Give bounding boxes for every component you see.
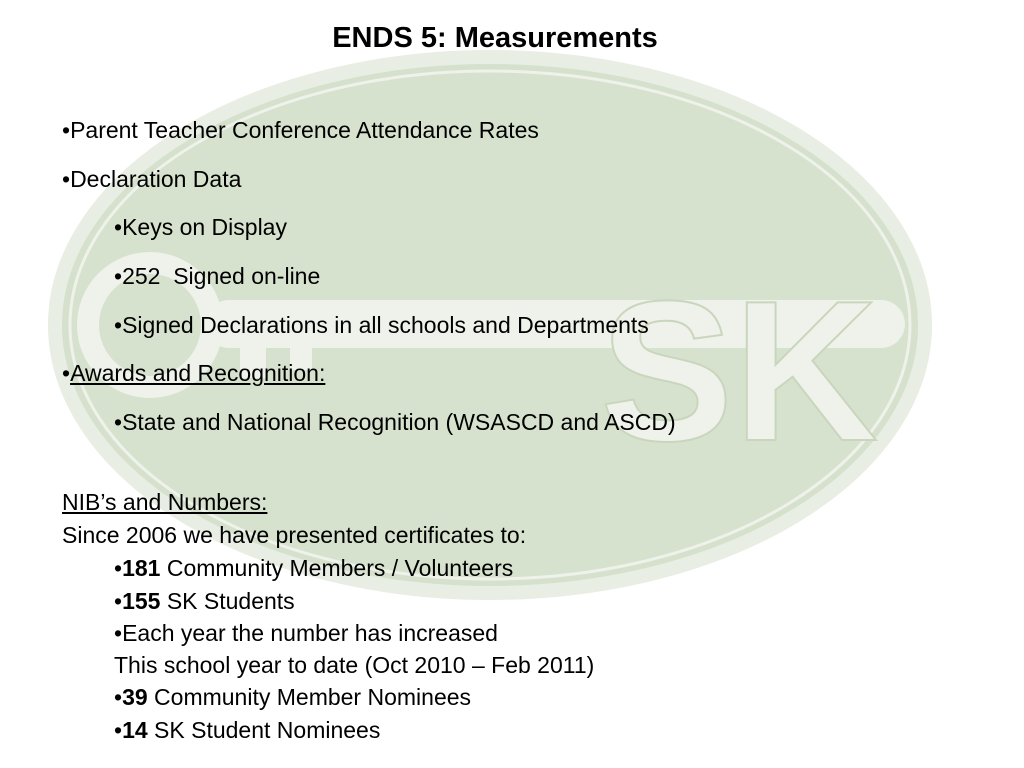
bullet-student-nominees: •14 SK Student Nominees [114,717,381,743]
bullet-community-nominees: •39 Community Member Nominees [114,684,472,710]
school-year-note: This school year to date (Oct 2010 – Feb 2011) [114,652,595,678]
bullet-declaration-data: •Declaration Data [62,166,242,192]
bullet-awards-heading: •Awards and Recognition: [62,360,326,386]
nibs-heading: NIB’s and Numbers: [62,489,268,515]
bullet-increase: •Each year the number has increased [114,620,498,646]
bullet-community-members: •181 Community Members / Volunteers [114,555,514,581]
bullet-state-national: •State and National Recognition (WSASCD and ASCD) [114,409,676,435]
page-title: ENDS 5: Measurements [332,22,658,54]
bullet-signed-declarations: •Signed Declarations in all schools and Departments [114,312,649,338]
nibs-intro: Since 2006 we have presented certificates to: [62,522,527,548]
logo-text: SK [600,260,878,483]
bullet-signed-online: •252 Signed on-line [114,263,321,289]
bullet-parent-teacher: •Parent Teacher Conference Attendance Rates [62,117,539,143]
bullet-sk-students: •155 SK Students [114,588,295,614]
bullet-keys-on-display: •Keys on Display [114,214,287,240]
